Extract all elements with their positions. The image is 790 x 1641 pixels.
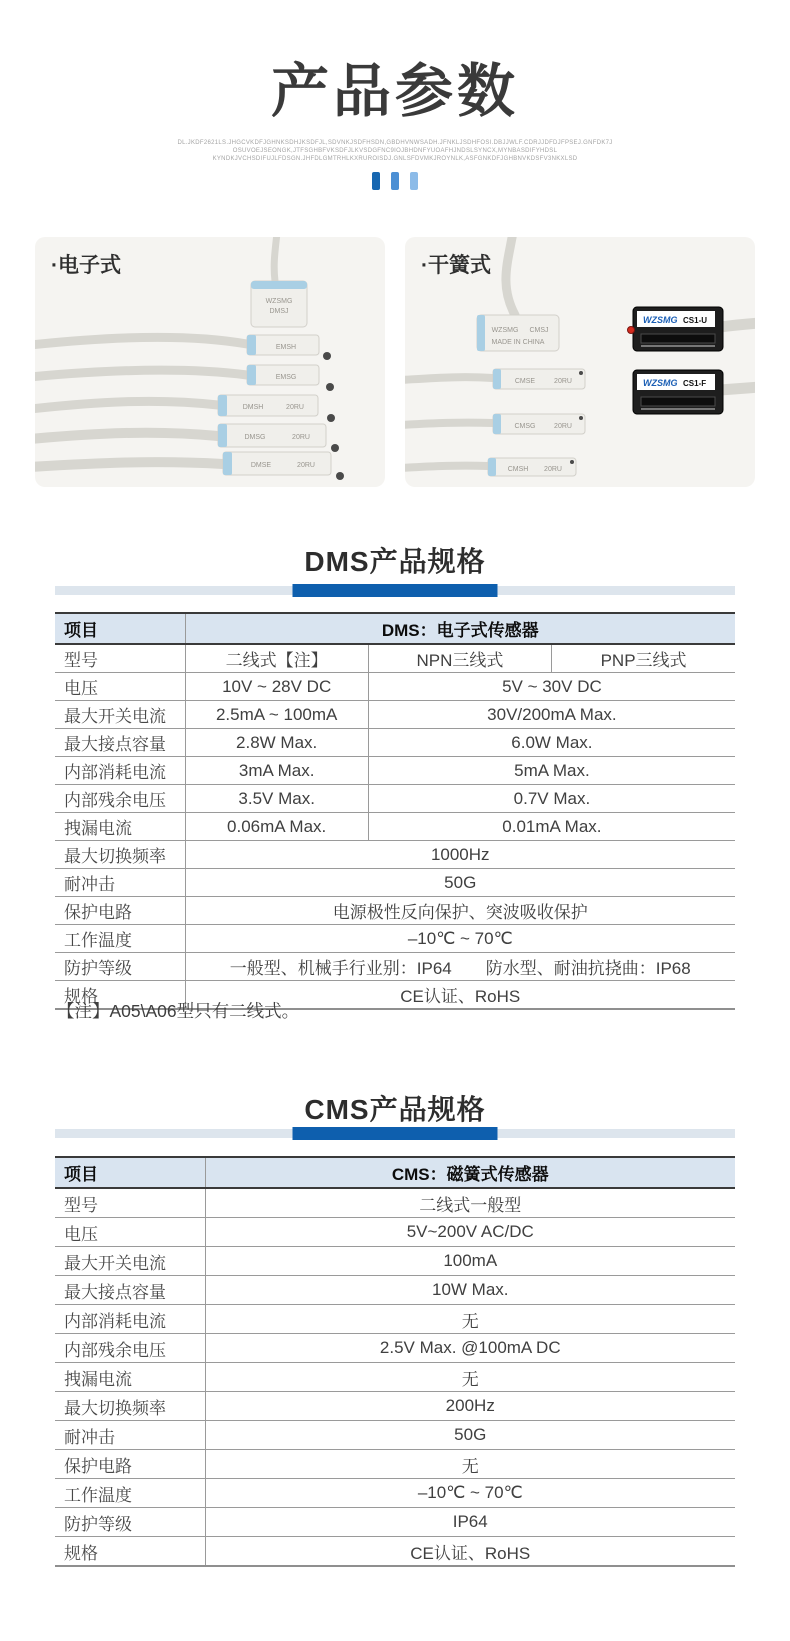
sensor-size-text: 20RU	[286, 404, 304, 411]
module-brand-text: WZSMG	[643, 315, 678, 325]
photo-label-reed: ·干簧式	[421, 254, 491, 277]
spec-header-row	[55, 1157, 735, 1188]
spec-label: 防护等级	[55, 953, 185, 981]
spec-label: 保护电路	[55, 897, 185, 925]
spec-row	[55, 953, 735, 981]
spec-row	[55, 1363, 735, 1392]
spec-label: 规格	[55, 981, 185, 1010]
sensor-bar	[247, 335, 331, 360]
spec-row	[55, 1247, 735, 1276]
spec-row	[55, 729, 735, 757]
dms-heading-underline	[55, 586, 735, 595]
spec-label: 最大切换频率	[55, 841, 185, 869]
sensor-bar	[493, 369, 585, 389]
sensor-module-cs1f	[633, 370, 755, 414]
spec-table	[55, 612, 735, 1010]
sensor-square-dmsj	[251, 281, 307, 327]
module-brand-text: WZSMG	[643, 378, 678, 388]
cms-spec-table-container	[55, 1156, 735, 1567]
fineprint-line: OSUVOEJSEONGK,JTFSGHBFVKSDFJLKVSDGFNC9IOJBHDNFYUOAFHJNDSLSYNCX,MYNBASDIFYHDSL	[232, 148, 558, 154]
sensor-bar	[488, 458, 576, 476]
spec-header-item: 项目	[55, 613, 185, 644]
spec-value: 100mA	[205, 1247, 735, 1276]
sensor-bar	[218, 395, 335, 422]
spec-value: 2.5V Max. @100mA DC	[205, 1334, 735, 1363]
spec-label: 内部残余电压	[55, 1334, 205, 1363]
spec-label: 内部残余电压	[55, 785, 185, 813]
spec-value: 无	[205, 1305, 735, 1334]
spec-value: 0.7V Max.	[368, 785, 735, 813]
spec-value: CE认证、RoHS	[185, 981, 735, 1010]
spec-value: 5mA Max.	[368, 757, 735, 785]
spec-row	[55, 1392, 735, 1421]
spec-table	[55, 1156, 735, 1567]
spec-header-row	[55, 613, 735, 644]
spec-header-title: DMS：电子式传感器	[185, 613, 735, 644]
spec-row	[55, 673, 735, 701]
spec-value: –10℃ ~ 70℃	[205, 1479, 735, 1508]
spec-value: –10℃ ~ 70℃	[185, 925, 735, 953]
spec-row	[55, 701, 735, 729]
photo-card-reed	[405, 237, 755, 487]
spec-row	[55, 1421, 735, 1450]
sensor-brand-text: WZSMG	[265, 298, 293, 305]
spec-label: 保护电路	[55, 1450, 205, 1479]
spec-label: 拽漏电流	[55, 813, 185, 841]
sensor-module-cs1u	[628, 307, 756, 351]
spec-value: 3.5V Max.	[185, 785, 368, 813]
spec-label: 型号	[55, 644, 185, 673]
fineprint-line: DL.JKDF2621LS.JHGCVKDFJGHNKSDHJKSDFJL,SDVNKJSDFHSDN,GBDHVNWSADH.JFNKLJSDHFOSI.DBJJWLF.CDRJJDFDJFPSEJ.GNFDK7J	[177, 140, 613, 146]
spec-row	[55, 813, 735, 841]
spec-value: NPN三线式	[368, 644, 551, 673]
spec-value: 二线式一般型	[205, 1188, 735, 1218]
cms-underline-accent	[293, 1127, 498, 1140]
spec-label: 防护等级	[55, 1508, 205, 1537]
sensor-model-text: EMSH	[275, 344, 297, 351]
spec-value: 2.8W Max.	[185, 729, 368, 757]
spec-value: 一般型、机械手行业别：IP64 防水型、耐油抗挠曲：IP68	[185, 953, 735, 981]
cms-section-heading: CMS产品规格	[304, 1094, 486, 1125]
spec-value: IP64	[205, 1508, 735, 1537]
header-divider-dashes	[0, 172, 790, 190]
spec-value: 2.5mA ~ 100mA	[185, 701, 368, 729]
spec-row	[55, 1218, 735, 1247]
spec-header-title: CMS：磁簧式传感器	[205, 1157, 735, 1188]
sensor-square-cmsj	[477, 315, 559, 351]
spec-value: 10V ~ 28V DC	[185, 673, 368, 701]
spec-row	[55, 1334, 735, 1363]
sensor-size-text: 20RU	[554, 423, 572, 430]
spec-label: 内部消耗电流	[55, 757, 185, 785]
sensor-model-text: CMSE	[514, 378, 536, 385]
page-title: 产品参数	[270, 59, 519, 124]
photo-card-electronic	[35, 237, 385, 487]
spec-label: 耐冲击	[55, 1421, 205, 1450]
spec-value: 6.0W Max.	[368, 729, 735, 757]
spec-row	[55, 1450, 735, 1479]
spec-row	[55, 1276, 735, 1305]
sensor-size-text: 20RU	[297, 462, 315, 469]
sensor-bar	[223, 452, 344, 480]
photo-label-electronic: ·电子式	[51, 254, 121, 277]
spec-label: 拽漏电流	[55, 1363, 205, 1392]
spec-label: 最大开关电流	[55, 701, 185, 729]
sensor-size-text: 20RU	[292, 434, 310, 441]
sensor-model-text: CMSJ	[529, 327, 549, 334]
spec-value: 50G	[205, 1421, 735, 1450]
dms-underline-accent	[293, 584, 498, 597]
spec-value: CE认证、RoHS	[205, 1537, 735, 1567]
sensor-model-text: CMSH	[507, 466, 529, 473]
spec-value: 5V ~ 30V DC	[368, 673, 735, 701]
dms-spec-table-container	[55, 612, 735, 1010]
divider-dash	[410, 172, 418, 190]
divider-dash	[372, 172, 380, 190]
spec-row	[55, 757, 735, 785]
dms-footnote: 【注】A05\A06型只有二线式。	[57, 1001, 300, 1021]
spec-label: 最大接点容量	[55, 729, 185, 757]
spec-value: 1000Hz	[185, 841, 735, 869]
sensor-brand-text: WZSMG	[491, 327, 519, 334]
spec-value: 30V/200mA Max.	[368, 701, 735, 729]
sensor-size-text: 20RU	[554, 378, 572, 385]
spec-label: 最大切换频率	[55, 1392, 205, 1421]
spec-value: 3mA Max.	[185, 757, 368, 785]
spec-label: 规格	[55, 1537, 205, 1567]
spec-row	[55, 897, 735, 925]
spec-row	[55, 1508, 735, 1537]
spec-value: 0.06mA Max.	[185, 813, 368, 841]
spec-value: 电源极性反向保护、突波吸收保护	[185, 897, 735, 925]
spec-label: 耐冲击	[55, 869, 185, 897]
spec-value: 0.01mA Max.	[368, 813, 735, 841]
spec-row	[55, 841, 735, 869]
spec-label: 内部消耗电流	[55, 1305, 205, 1334]
fineprint-line: KYNDKJVCHSDIFUJLFDSGN.JHFDLGMTRHLKXRUROISDJ.GNLSFDVMKJROYNLK,ASFGNKDFJGHBNVKDSFV3NKXLSD	[212, 156, 578, 162]
spec-label: 工作温度	[55, 925, 185, 953]
spec-value: 5V~200V AC/DC	[205, 1218, 735, 1247]
sensor-bar	[247, 365, 334, 391]
spec-label: 工作温度	[55, 1479, 205, 1508]
sensor-model-text: DMSJ	[269, 308, 289, 315]
spec-header-item: 项目	[55, 1157, 205, 1188]
spec-value: 10W Max.	[205, 1276, 735, 1305]
sensor-model-text: CMSG	[514, 423, 536, 430]
spec-row	[55, 1537, 735, 1567]
spec-row	[55, 644, 735, 673]
spec-label: 最大接点容量	[55, 1276, 205, 1305]
spec-row	[55, 785, 735, 813]
spec-row	[55, 1188, 735, 1218]
spec-label: 最大开关电流	[55, 1247, 205, 1276]
module-model-text: CS1-U	[683, 316, 708, 325]
spec-label: 型号	[55, 1188, 205, 1218]
product-photo-gallery	[35, 237, 755, 487]
spec-value: 二线式【注】	[185, 644, 368, 673]
led-indicator	[628, 327, 635, 334]
header-fineprint	[0, 139, 790, 163]
spec-label: 电压	[55, 1218, 205, 1247]
spec-value: 无	[205, 1363, 735, 1392]
sensor-bar	[218, 424, 339, 452]
spec-row	[55, 925, 735, 953]
sensor-model-text: DMSH	[242, 404, 264, 411]
divider-dash	[391, 172, 399, 190]
spec-value: 50G	[185, 869, 735, 897]
sensor-bar	[493, 414, 585, 434]
spec-value: PNP三线式	[552, 644, 735, 673]
spec-value: 200Hz	[205, 1392, 735, 1421]
cms-heading-underline	[55, 1129, 735, 1138]
spec-row	[55, 1305, 735, 1334]
sensor-model-text: DMSE	[250, 462, 272, 469]
sensor-origin-text: MADE IN CHINA	[491, 339, 545, 346]
dms-section-heading: DMS产品规格	[304, 546, 486, 577]
spec-row	[55, 1479, 735, 1508]
sensor-model-text: DMSG	[244, 434, 266, 441]
spec-label: 电压	[55, 673, 185, 701]
spec-row	[55, 869, 735, 897]
spec-value: 无	[205, 1450, 735, 1479]
sensor-size-text: 20RU	[544, 466, 562, 473]
module-model-text: CS1-F	[683, 379, 707, 388]
sensor-model-text: EMSG	[275, 374, 297, 381]
